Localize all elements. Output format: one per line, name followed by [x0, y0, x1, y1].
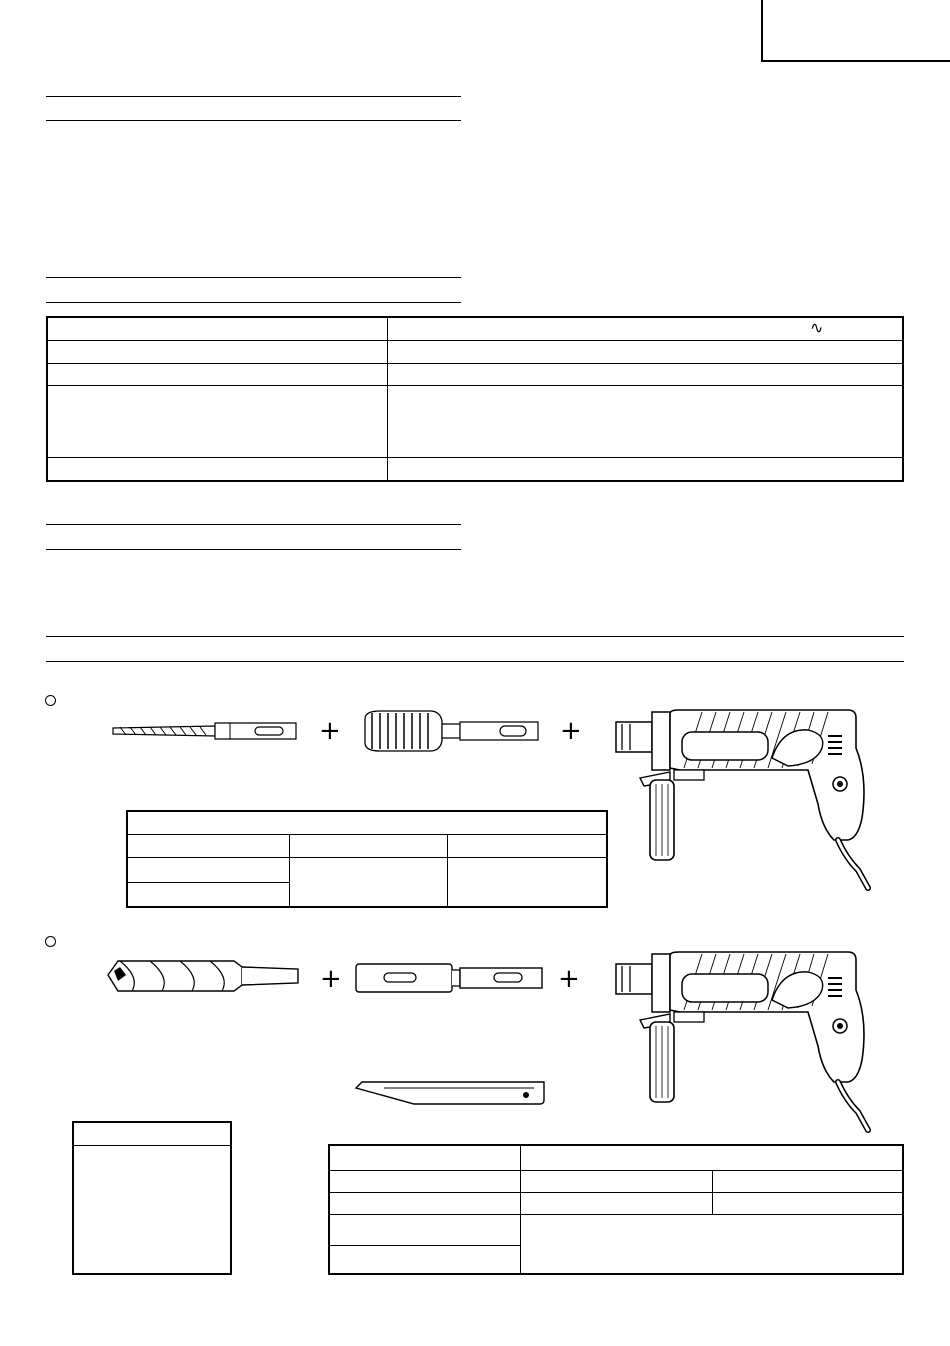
spec-label-5	[48, 458, 387, 480]
accessory-2-marker	[45, 936, 56, 947]
spec-label-1	[48, 318, 387, 340]
spec-value-4	[388, 386, 902, 457]
accessory-2-header-2	[521, 1146, 902, 1170]
cotter-icon	[354, 1078, 548, 1108]
accessory-2-small-table	[72, 1121, 232, 1275]
accessory-2-cell-1	[330, 1193, 520, 1214]
accessory-1-cell-4	[128, 883, 289, 906]
page-tab	[761, 0, 950, 62]
accessory-2-subheader-3	[713, 1171, 902, 1192]
accessory-1-marker	[45, 695, 56, 706]
spec-table	[46, 316, 904, 482]
accessory-1-header-3	[448, 835, 606, 857]
plus-sign-4: +	[558, 964, 580, 994]
spec-value-5	[388, 458, 902, 480]
spec-value-1	[388, 318, 808, 340]
accessory-2-table	[328, 1144, 904, 1275]
accessory-2-cell-6	[330, 1246, 520, 1273]
taper-adapter-icon	[354, 958, 546, 996]
accessory-2-small-table-body	[74, 1146, 230, 1273]
drill-bit-icon	[110, 717, 300, 745]
accessory-2-header-1	[330, 1146, 520, 1170]
accessory-1-cell-2	[290, 858, 447, 906]
spec-value-3	[388, 364, 902, 385]
accessory-2-subheader-1	[330, 1171, 520, 1192]
accessory-2-small-table-title	[74, 1123, 230, 1145]
spec-label-2	[48, 341, 387, 363]
accessory-2-cell-3	[713, 1193, 902, 1214]
rotary-hammer-icon	[612, 708, 874, 894]
taper-bit-icon	[106, 955, 302, 997]
accessory-1-header-1	[128, 835, 289, 857]
plus-sign-2: +	[560, 716, 582, 746]
accessory-1-table	[126, 810, 608, 908]
spec-value-2	[388, 341, 902, 363]
adapter-icon	[360, 707, 542, 755]
plus-sign-3: +	[320, 964, 342, 994]
ac-symbol: ∿	[810, 320, 824, 337]
spec-label-4	[48, 386, 387, 457]
accessory-2-cell-2	[521, 1193, 712, 1214]
accessory-1-table-title	[128, 812, 606, 834]
accessory-2-cell-4	[330, 1215, 520, 1245]
accessory-2-subheader-2	[521, 1171, 712, 1192]
accessory-1-header-2	[290, 835, 447, 857]
accessory-1-cell-1	[128, 858, 289, 882]
accessory-1-cell-3	[448, 858, 606, 906]
plus-sign-1: +	[319, 716, 341, 746]
spec-label-3	[48, 364, 387, 385]
accessory-2-cell-5	[521, 1215, 902, 1273]
rotary-hammer-icon	[612, 950, 874, 1136]
